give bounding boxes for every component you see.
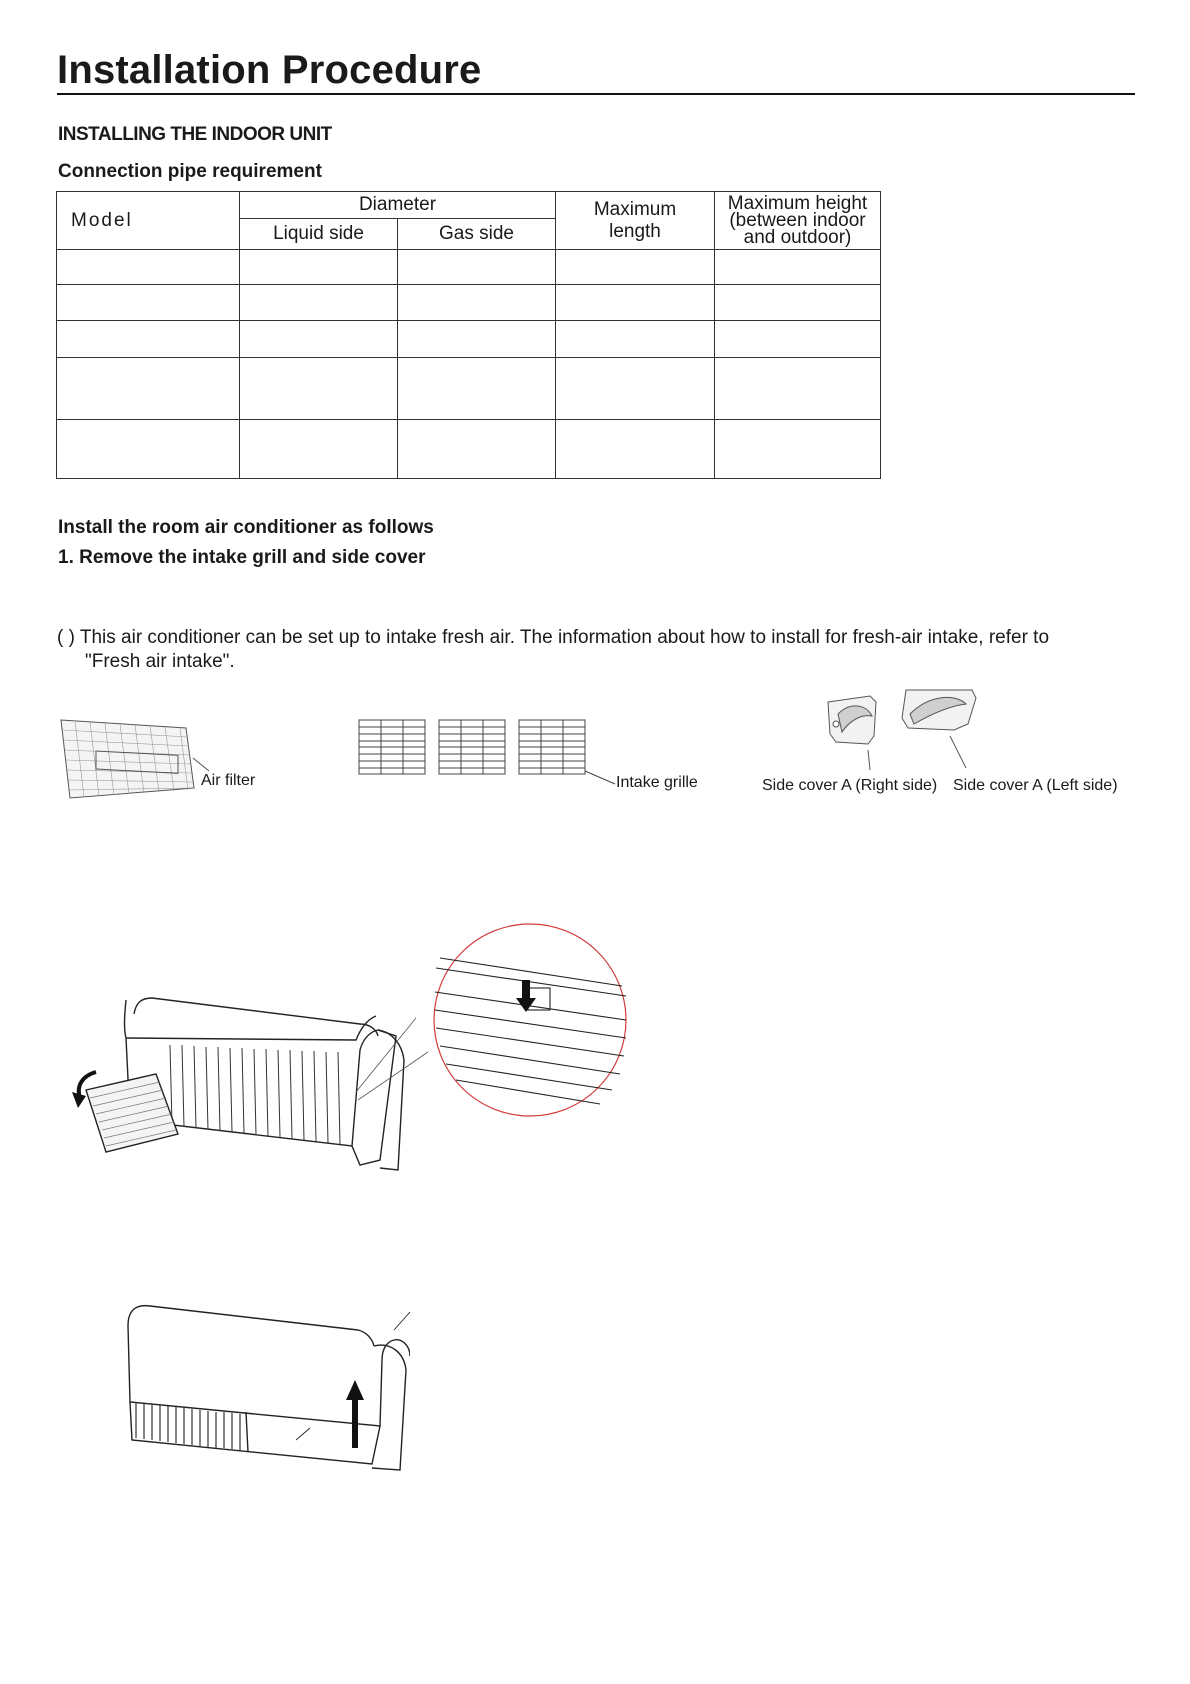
up-arrow-icon bbox=[346, 1380, 364, 1448]
table-cell bbox=[240, 321, 398, 358]
table-cell bbox=[715, 358, 881, 420]
table-cell bbox=[57, 250, 240, 285]
table-cell bbox=[240, 358, 398, 420]
section-heading: INSTALLING THE INDOOR UNIT bbox=[58, 124, 332, 145]
table-row bbox=[57, 321, 881, 358]
table-cell bbox=[556, 321, 715, 358]
header-max-height-line3: and outdoor) bbox=[743, 227, 852, 248]
header-max-height-line2: (between indoor bbox=[729, 210, 866, 231]
side-cover-illustration bbox=[110, 1290, 410, 1490]
table-row bbox=[57, 420, 881, 479]
table-cell bbox=[240, 420, 398, 479]
table-cell bbox=[715, 420, 881, 479]
indoor-unit-closed-drawing bbox=[128, 1306, 410, 1470]
table-cell bbox=[398, 250, 556, 285]
table-cell bbox=[556, 420, 715, 479]
table-row bbox=[57, 250, 881, 285]
title-rule bbox=[57, 93, 1135, 95]
magnified-detail-drawing bbox=[434, 924, 626, 1116]
page-title: Installation Procedure bbox=[57, 48, 482, 92]
table-cell bbox=[240, 285, 398, 321]
install-intro: Install the room air conditioner as follows bbox=[58, 517, 434, 538]
table-cell bbox=[715, 250, 881, 285]
fresh-air-note bbox=[57, 626, 1137, 674]
table-cell bbox=[398, 420, 556, 479]
header-max-length bbox=[556, 192, 715, 250]
connection-pipe-table bbox=[56, 191, 881, 479]
fresh-air-note-line2: "Fresh air intake". bbox=[85, 651, 235, 672]
table-cell bbox=[57, 420, 240, 479]
air-filter-icon bbox=[61, 720, 209, 798]
side-cover-right-label: Side cover A (Right side) bbox=[762, 777, 938, 794]
open-grille-illustration bbox=[60, 920, 630, 1220]
table-cell bbox=[715, 321, 881, 358]
header-max-length-line1: Maximum bbox=[593, 198, 677, 220]
side-cover-left-icon bbox=[902, 690, 976, 768]
table-cell bbox=[556, 250, 715, 285]
header-model: Model bbox=[57, 192, 240, 250]
indoor-unit-open-drawing bbox=[72, 998, 428, 1170]
table-cell bbox=[398, 285, 556, 321]
header-max-length-line2: length bbox=[609, 220, 661, 242]
header-gas-side: Gas side bbox=[398, 219, 556, 250]
table-cell bbox=[556, 358, 715, 420]
table-cell bbox=[57, 285, 240, 321]
air-filter-label: Air filter bbox=[201, 772, 256, 789]
step-1-heading: 1. Remove the intake grill and side cover bbox=[58, 547, 426, 568]
header-max-height-line1: Maximum height bbox=[727, 193, 868, 214]
side-cover-right-icon bbox=[828, 696, 876, 770]
table-cell bbox=[57, 358, 240, 420]
table-heading: Connection pipe requirement bbox=[58, 161, 322, 182]
table-cell bbox=[398, 358, 556, 420]
table-row bbox=[57, 358, 881, 420]
table-cell bbox=[398, 321, 556, 358]
header-liquid-side: Liquid side bbox=[240, 219, 398, 250]
table-row bbox=[57, 285, 881, 321]
side-cover-left-label: Side cover A (Left side) bbox=[953, 777, 1118, 794]
header-diameter: Diameter bbox=[240, 192, 556, 219]
header-max-height bbox=[715, 192, 881, 250]
intake-grille-label: Intake grille bbox=[616, 774, 698, 791]
table-cell bbox=[57, 321, 240, 358]
table-header-row bbox=[57, 192, 881, 219]
table-cell bbox=[556, 285, 715, 321]
table-cell bbox=[715, 285, 881, 321]
intake-grille-icon bbox=[359, 720, 615, 784]
fresh-air-note-line1: ( ) This air conditioner can be set up to intake fresh air. The information about how to install for fresh-air intake, refer to bbox=[57, 627, 1050, 648]
table-cell bbox=[240, 250, 398, 285]
